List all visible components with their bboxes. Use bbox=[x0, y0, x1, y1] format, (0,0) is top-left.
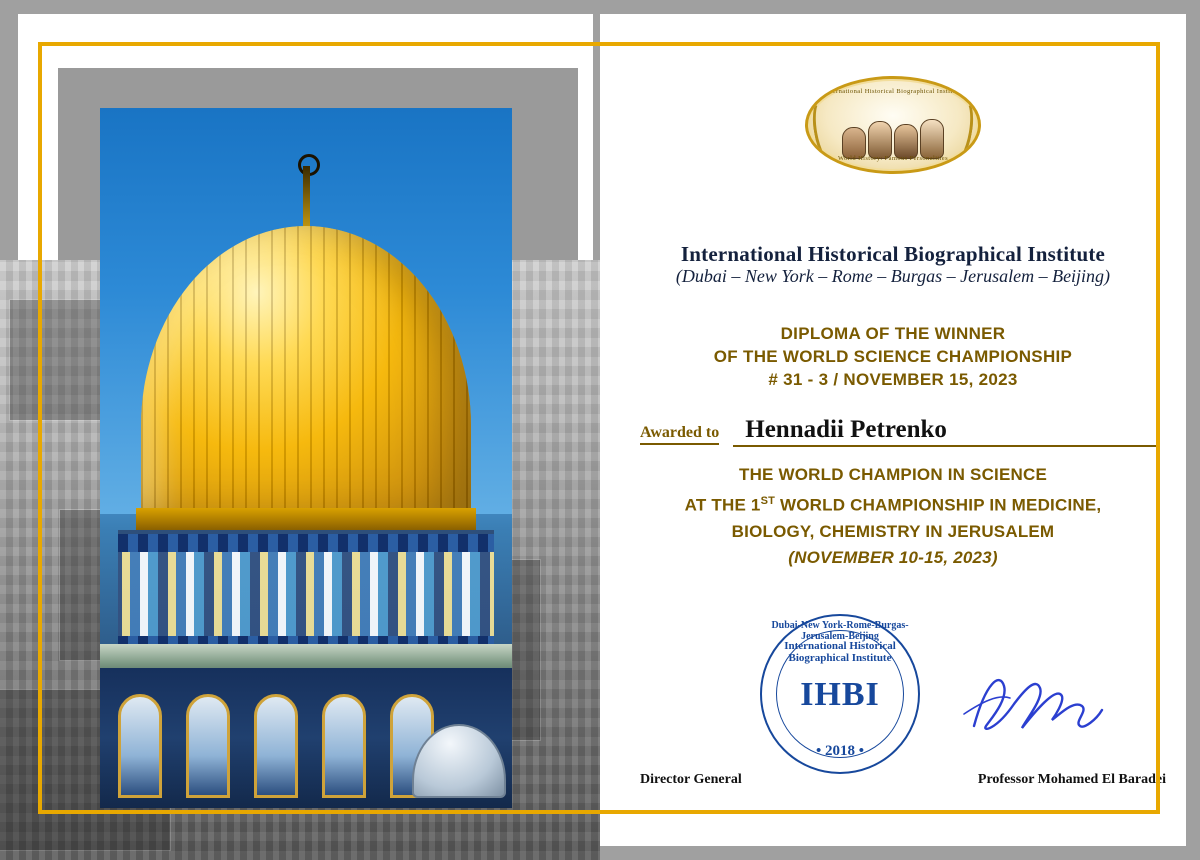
award-title-date: (NOVEMBER 10-15, 2023) bbox=[788, 547, 998, 567]
awarded-to-row bbox=[640, 416, 1156, 447]
director-general-label: Director General bbox=[640, 772, 742, 787]
signature-row bbox=[640, 772, 1166, 788]
organization-name: International Historical Biographical Institute bbox=[680, 242, 1106, 266]
seal-ring-institute: International Historical Biographical Institute bbox=[784, 640, 896, 664]
award-title-line-2 bbox=[600, 488, 1186, 519]
diploma-line-3: # 31 - 3 / NOVEMBER 15, 2023 bbox=[768, 370, 1018, 389]
spire bbox=[303, 166, 310, 230]
winner-name: Hennadii Petrenko bbox=[733, 416, 1156, 447]
dome-base bbox=[136, 508, 476, 530]
awarded-to-label: Awarded to bbox=[640, 424, 719, 445]
arcade-level bbox=[100, 668, 512, 808]
diploma-line-1: DIPLOMA OF THE WINNER bbox=[780, 324, 1006, 343]
signatory-name: Professor Mohamed El Baradei bbox=[977, 772, 1166, 787]
portrait-icon bbox=[894, 124, 918, 159]
organization-cities: (Dubai – New York – Rome – Burgas – Jerusalem – Beijing) bbox=[675, 266, 1111, 286]
award-title-block bbox=[600, 462, 1186, 571]
award-title-line-3: BIOLOGY, CHEMISTRY IN JERUSALEM bbox=[731, 521, 1055, 541]
emblem-arc-top-text: International Historical Biographical Institute bbox=[824, 88, 962, 95]
portrait-icon bbox=[920, 119, 944, 159]
seal-year: • 2018 • bbox=[815, 743, 864, 759]
diploma-heading bbox=[600, 322, 1186, 391]
ordinal-suffix: ST bbox=[760, 495, 776, 507]
seal-abbreviation: IHBI bbox=[800, 676, 880, 713]
signature-icon bbox=[956, 664, 1116, 744]
certificate-content bbox=[600, 14, 1186, 846]
institute-emblem-icon bbox=[805, 76, 981, 174]
emblem-arc-bottom-text: World History: Famous Personalities bbox=[837, 155, 949, 162]
official-seal bbox=[760, 614, 920, 774]
award-title-line-2-post: WORLD CHAMPIONSHIP IN MEDICINE, bbox=[775, 495, 1102, 515]
award-title-line-2-pre: AT THE 1 bbox=[684, 495, 761, 515]
emblem-portraits bbox=[841, 99, 945, 159]
portrait-icon bbox=[868, 121, 892, 159]
dome-of-the-rock-photo bbox=[100, 108, 512, 808]
diploma-line-2: OF THE WORLD SCIENCE CHAMPIONSHIP bbox=[713, 347, 1073, 366]
tiled-facade bbox=[118, 530, 494, 658]
award-title-line-1: THE WORLD CHAMPION IN SCIENCE bbox=[738, 465, 1048, 484]
seal-ring-cities: Dubai-New York-Rome-Burgas-Jerusalem-Beijing bbox=[771, 620, 909, 642]
